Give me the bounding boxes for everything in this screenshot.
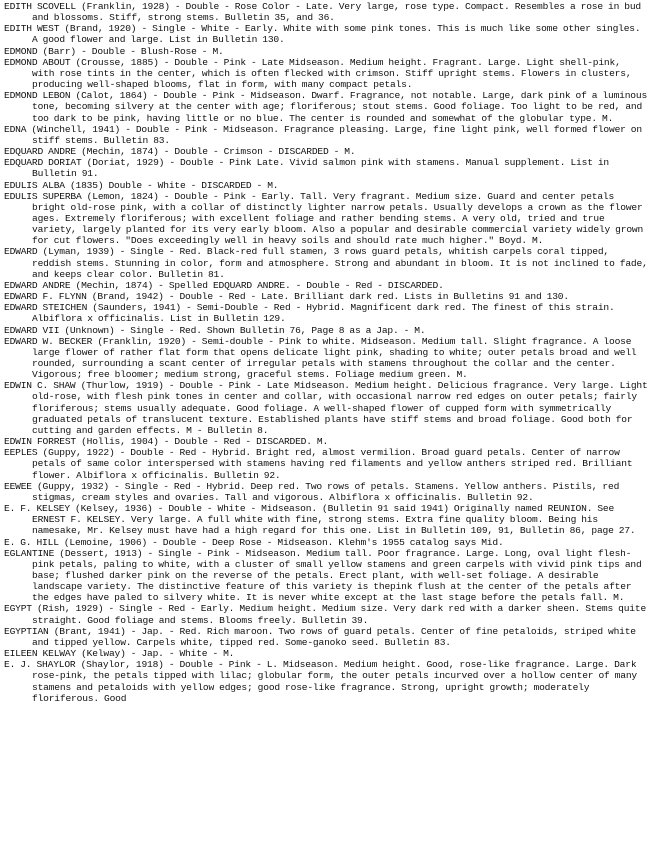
list-item (4, 436, 648, 447)
variety-description: (Crousse, 1885) - Double - Pink - Late Midseason. Medium height. Fragrant. Large. Light shell-pink, with rose tints in the center, which is often flecked with crimson. Stiff upright stems. Flowers in clusters, producing well-shaped blooms, flat in form, with many compact petals. (32, 56, 632, 91)
list-item (4, 191, 648, 247)
list-item (4, 23, 648, 45)
list-item (4, 659, 648, 704)
variety-description: (Winchell, 1941) - Double - Pink - Midseason. Fragrance pleasing. Large, fine light pink, well formed flower on stiff stems. Bulletin 83. (31, 123, 642, 146)
variety-name: EDWARD F. FLYNN (4, 291, 87, 303)
document-page (4, 1, 648, 704)
list-item (4, 648, 648, 659)
variety-description: (Mechin, 1874) - Spelled EDQUARD ANDRE. - Double - Red - DISCARDED. (75, 279, 444, 291)
variety-description: (Guppy, 1922) - Double - Red - Hybrid. Bright red, almost vermilion. Broad guard petals. Center of narrow petals of same color interspersed with stamens having red filaments and yellow anthers striped red. Brilliant flower. Albiflora x officinalis. Bulletin 92. (32, 447, 633, 481)
variety-name: EDWIN C. SHAW (4, 380, 76, 392)
variety-description: (Franklin, 1928) - Double - Rose Color - Late. Very large, rose type. Compact. Resembles a rose in bud and blossoms. Stiff, strong stems. Bulletin 35, and 36. (32, 1, 641, 24)
list-item (4, 1, 648, 23)
variety-name: EDQUARD DORIAT (4, 157, 82, 169)
list-item (4, 447, 648, 480)
variety-description: (Kelway) - Jap. - White - M. (81, 648, 235, 660)
variety-name: E. J. SHAYLOR (4, 659, 76, 671)
variety-description: (Thurlow, 1919) - Double - Pink - Late Midseason. Medium height. Delicious fragrance. Very large. Light old-rose, with flesh pink tones in center and collar, with occasional narrow red edges on outer petals; fairly floriferous; stems usually adequate. Good foliage. A well-shaped flower of cupped form with symmetrically graduated petals of translucent texture. Established plants have stiff stems and broad foliage. Good both for cutting and garden effects. M - Bulletin 8. (32, 380, 648, 436)
variety-description: (Guppy, 1932) - Single - Red - Hybrid. Deep red. Two rows of petals. Stamens. Yellow anthers. Pistils, red stigmas, cream styles and ovaries. Tall and vigorous. Albiflora x officinalis. Bulletin 92. (32, 480, 620, 503)
list-item (4, 548, 648, 604)
variety-name: EDWARD W. BECKER (4, 335, 93, 347)
variety-name: EDULIS ALBA (4, 179, 65, 191)
variety-description: (Dessert, 1913) - Single - Pink - Midseason. Medium tall. Poor fragrance. Large. Long, oval light flesh-pink petals, paling to white, with a cluster of small yellow stamens and green carpels with vivid pink tips and base; flushed darker pink on the reverse of the petals. Erect plant, with well-set foliage. A desirable landscape variety. The distinctive feature of this variety is thepink flush at the center of the petals after the edges have paled to silvery white. It is never white except at the last stage before the petals fall. M. (32, 547, 642, 604)
variety-name: EDWARD STEICHEN (4, 302, 88, 314)
variety-description: (Saunders, 1941) - Semi-Double - Red - Hybrid. Magnificent dark red. The finest of this strain. Albiflora x officinalis. List in Bulletin 129. (32, 302, 615, 325)
list-item (4, 302, 648, 324)
variety-description: (Brand, 1920) - Single - White - Early. White with some pink tones. This is much like some other singles. A good flower and large. List in Bulletin 130. (32, 23, 641, 46)
list-item (4, 180, 648, 191)
list-item (4, 157, 648, 179)
variety-name: EDITH SCOVELL (4, 1, 77, 12)
list-item (4, 626, 648, 648)
variety-name: EGYPTIAN (4, 625, 49, 637)
variety-name: EDWARD ANDRE (4, 279, 71, 291)
variety-name: EEWEE (4, 480, 32, 492)
variety-name: EDNA (4, 123, 27, 135)
variety-name: EGLANTINE (4, 547, 55, 559)
variety-description: (Barr) - Double - Blush-Rose - M. (42, 45, 224, 57)
variety-name: EDWARD VII (4, 324, 60, 336)
variety-description: (1835) Double - White - DISCARDED - M. (69, 179, 279, 191)
variety-name: EDMOND LEBON (4, 90, 71, 102)
variety-description: (Rish, 1929) - Single - Red - Early. Medium height. Medium size. Very dark red with a darker sheen. Stems quite straight. Good foliage and stems. Blooms freely. Bulletin 39. (32, 603, 647, 626)
variety-name: EDITH WEST (4, 23, 60, 35)
variety-description: (Doriat, 1929) - Double - Pink Late. Vivid salmon pink with stamens. Manual supplement. List in Bulletin 91. (32, 157, 610, 180)
list-item (4, 481, 648, 503)
variety-description: (Calot, 1864) - Double - Pink - Midseason. Dwarf. Fragrance, not notable. Large, dark pink of a luminous tone, becoming silvery at the center with age; floriferous; stout stems. Good foliage. Too light to be red, and too dark to be pink, having little or no blue. The center is rounded and somewhat of the globular type. M. (32, 90, 648, 124)
variety-name: EDWARD (4, 246, 38, 258)
list-item (4, 380, 648, 436)
list-item (4, 57, 648, 90)
variety-description: (Hollis, 1904) - Double - Red - DISCARDED. M. (81, 436, 329, 448)
list-item (4, 325, 648, 336)
list-item (4, 280, 648, 291)
variety-description: (Brand, 1942) - Double - Red - Late. Brilliant dark red. Lists in Bulletins 91 and 130. (91, 291, 569, 303)
list-item (4, 537, 648, 548)
variety-name: E. F. KELSEY (4, 503, 70, 515)
variety-name: EILEEN KELWAY (4, 648, 77, 660)
variety-name: EDMOND (4, 45, 38, 57)
variety-description: (Lyman, 1939) - Single - Red. Black-red full stamen, 3 rows guard petals, whitish carpels coral tipped, reddish stems. Stunning in color, form and atmosphere. Strong and abundant in bloom. It is not inclined to fade, and keeps clear color. Bulletin 81. (32, 246, 648, 280)
variety-description: (Mechin, 1874) - Double - Crimson - DISCARDED - M. (81, 146, 356, 158)
variety-description: (Lemon, 1824) - Double - Pink - Early. Tall. Very fragrant. Medium size. Guard and center petals bright old-rose pink, with a collar of distinctly lighter narrow petals. Usually develops a crown as the flower ages. Extremely floriferous; with excellent foliage and rather bending stems. A very old, tried and true variety, largely planted for its very early bloom. Also a popular and desirable commercial variety widely grown for cut flowers. "Does exceedingly well in heavy soils and should rate much higher." Boyd. M. (32, 190, 644, 247)
list-item (4, 146, 648, 157)
list-item (4, 603, 648, 625)
list-item (4, 46, 648, 57)
list-item (4, 336, 648, 381)
variety-description: (Franklin, 1920) - Semi-double - Pink to white. Midseason. Medium tall. Slight fragrance. A loose large flower of rather flat form that opens delicate light pink, shading to white; outer petals broad and well rounded, surrounding a scant center of irregular petals with stamens throughout the collar and the center. Vigorous; free bloomer; medium strong, graceful stems. Foliage medium green. M. (32, 335, 637, 381)
list-item (4, 246, 648, 279)
list-item (4, 90, 648, 123)
variety-name: EGYPT (4, 603, 32, 615)
variety-name: EDWIN FORREST (4, 436, 77, 448)
variety-name: EDULIS SUPERBA (4, 190, 82, 202)
variety-description: (Brant, 1941) - Jap. - Red. Rich maroon. Two rows of guard petals. Center of fine petaloids, striped white and tipped yellow. Carpels white, tipped red. Some-ganoko seed. Bulletin 83. (32, 625, 636, 648)
variety-name: EDQUARD ANDRE (4, 146, 77, 158)
variety-name: EDMOND ABOUT (4, 56, 71, 68)
list-item (4, 503, 648, 536)
variety-description: (Unknown) - Single - Red. Shown Bulletin 76, Page 8 as a Jap. - M. (64, 324, 426, 336)
variety-name: E. G. HILL (4, 536, 59, 548)
list-item (4, 124, 648, 146)
variety-description: (Kelsey, 1936) - Double - White - Midseason. (Bulletin 91 said 1941) Originally named REUNION. See ERNEST F. KELSEY. Very large. A full white with fine, strong stems. Extra fine quality bloom. Being his namesake, Mr. Kelsey must have had a high regard for this one. List in Bulletin 109, 91, Bulletin 86, page 27. (32, 503, 636, 537)
variety-description: (Shaylor, 1918) - Double - Pink - L. Midseason. Medium height. Good, rose-like fragrance. Large. Dark rose-pink, the petals tipped with lilac; globular form, the outer petals incurved over a hollow center of many stamens and petaloids with yellow edges; good rose-like fragrance. Strong, upright growth; moderately floriferous. Good (32, 659, 637, 704)
list-item (4, 291, 648, 302)
variety-description: (Lemoine, 1906) - Double - Deep Rose - Midseason. Klehm's 1955 catalog says Mid. (63, 536, 504, 548)
variety-name: EEPLES (4, 447, 38, 459)
